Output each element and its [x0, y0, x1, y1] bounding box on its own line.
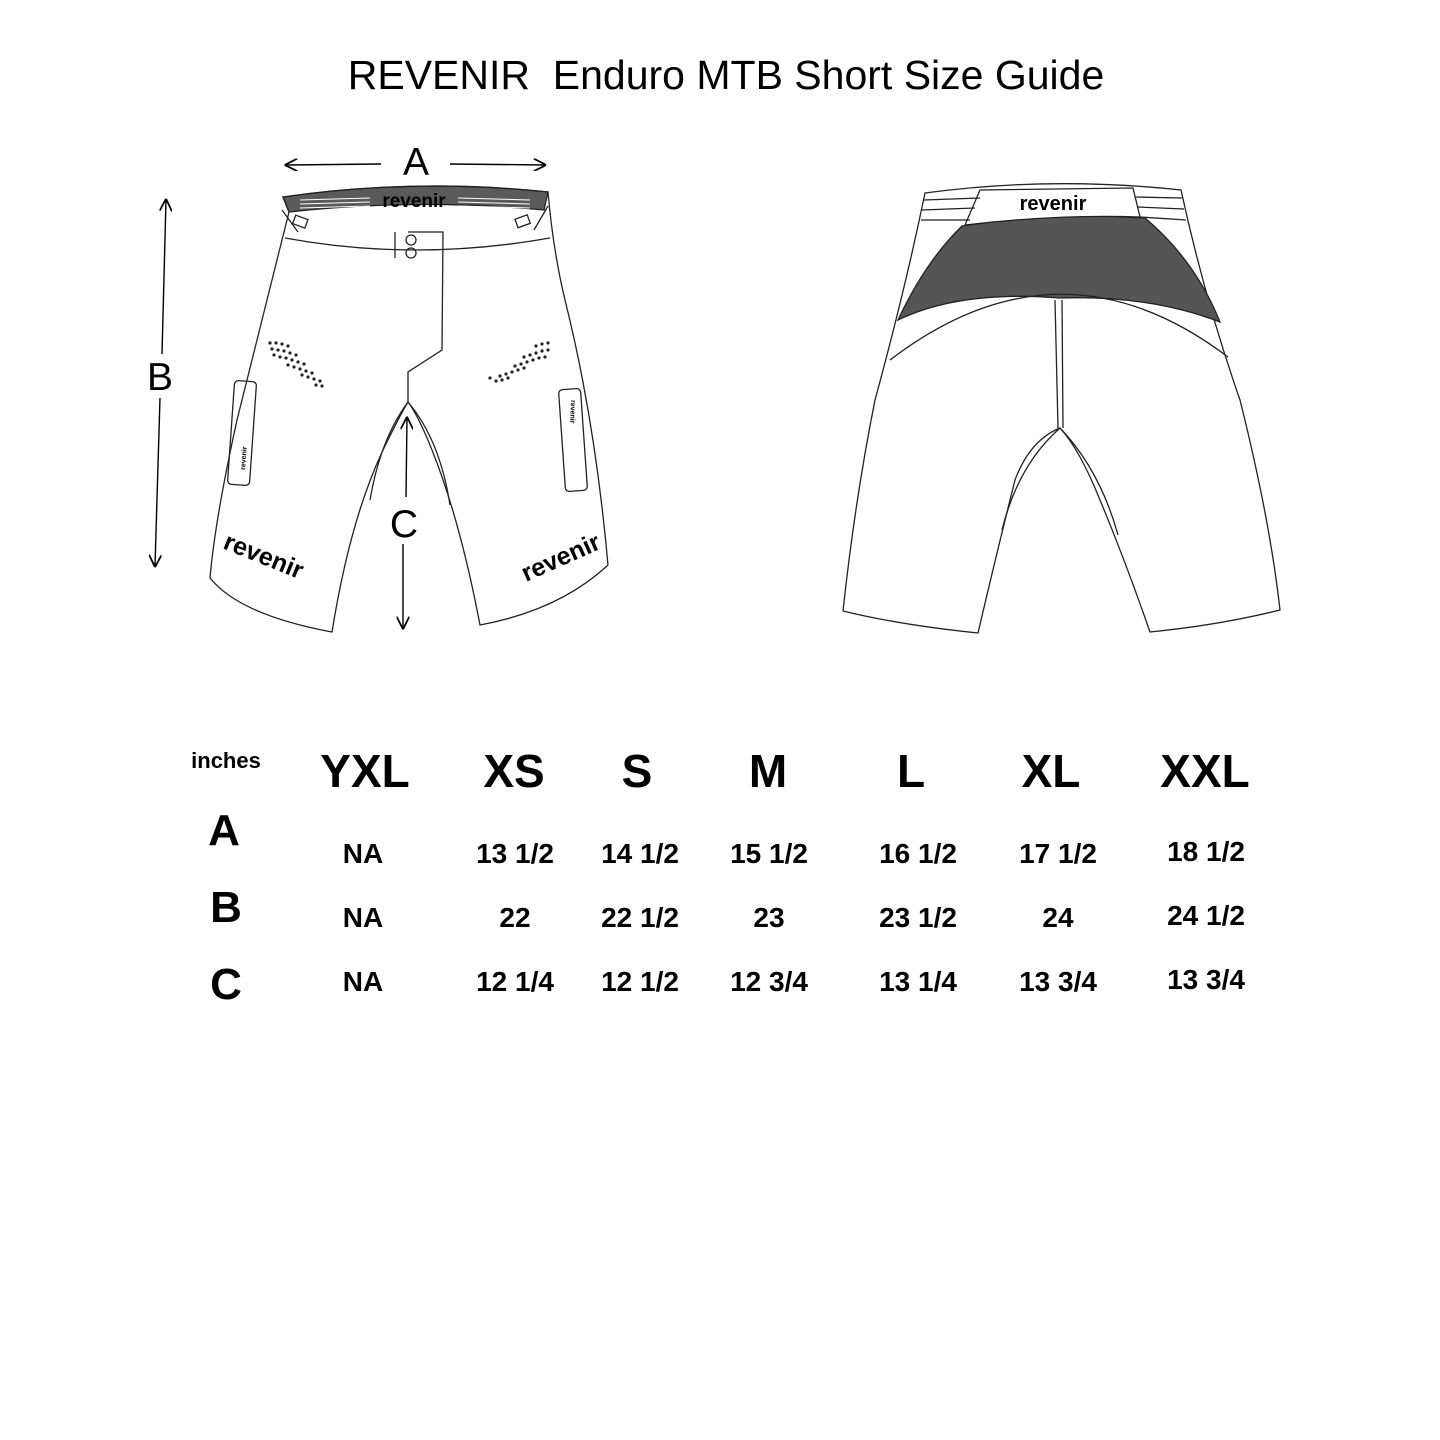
snap-button-top: [406, 235, 416, 245]
page-title: REVENIR Enduro MTB Short Size Guide: [347, 52, 1105, 98]
table-cell: 13 3/4: [1167, 964, 1245, 995]
table-cell: NA: [342, 838, 384, 869]
table-cell: 23: [753, 902, 785, 933]
table-cell: 13 1/4: [879, 966, 957, 997]
table-cell: 14 1/2: [601, 838, 679, 869]
dimension-arrows: [155, 164, 545, 628]
table-cell: 18 1/2: [1167, 836, 1245, 867]
left-leg-logo: revenir: [219, 527, 308, 585]
dimension-label-b: B: [146, 356, 174, 399]
table-cell: 12 3/4: [730, 966, 808, 997]
vent-perforation-right: [488, 341, 549, 382]
table-cell: 13 1/2: [476, 838, 554, 869]
size-header-yxl: YXL: [320, 745, 410, 797]
dimension-label-c: C: [389, 503, 419, 546]
table-cell: 13 3/4: [1019, 966, 1097, 997]
unit-label: inches: [191, 748, 261, 773]
table-cell: 24 1/2: [1167, 900, 1245, 931]
back-yoke-panel: [898, 216, 1220, 322]
size-header-xxl: XXL: [1160, 745, 1250, 797]
size-header-s: S: [621, 745, 653, 797]
row-label-b: B: [210, 883, 242, 932]
table-cell: 22: [499, 902, 531, 933]
size-header-xs: XS: [483, 745, 545, 797]
pocket-logo-left: revenir: [240, 446, 249, 471]
table-cell: 24: [1042, 902, 1074, 933]
waistband-logo: revenir: [382, 191, 446, 212]
table-cell: 12 1/4: [476, 966, 554, 997]
row-label-a: A: [208, 806, 240, 855]
table-cell: 15 1/2: [730, 838, 808, 869]
pocket-logo-right: revenir: [568, 399, 576, 424]
dimension-label-a: A: [402, 141, 430, 184]
back-view: [843, 184, 1280, 633]
size-header-m: M: [748, 745, 788, 797]
table-cell: NA: [342, 966, 384, 997]
table-cell: 23 1/2: [879, 902, 957, 933]
back-waistband-logo: revenir: [1019, 193, 1087, 215]
table-cell: 16 1/2: [879, 838, 957, 869]
table-cell: 12 1/2: [601, 966, 679, 997]
right-leg-logo: revenir: [517, 527, 605, 588]
vent-perforation-left: [268, 341, 323, 387]
shorts-diagram: [0, 0, 1440, 700]
row-label-c: C: [210, 960, 242, 1009]
table-cell: 17 1/2: [1019, 838, 1097, 869]
size-header-l: L: [896, 745, 926, 797]
size-header-xl: XL: [1021, 745, 1081, 797]
table-cell: NA: [342, 902, 384, 933]
table-cell: 22 1/2: [601, 902, 679, 933]
